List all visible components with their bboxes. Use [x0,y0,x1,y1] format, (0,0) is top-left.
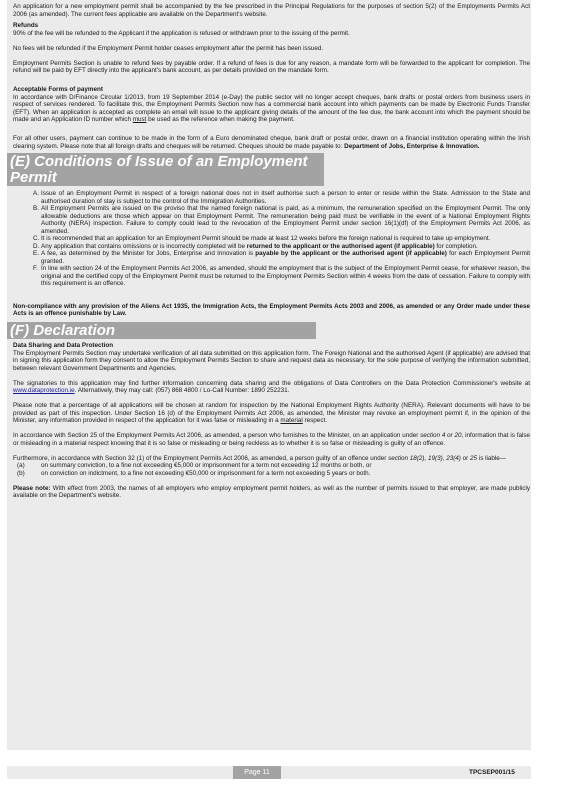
declaration-paragraph-4 [13,432,530,447]
p3-material: material [280,417,303,424]
declaration-paragraph-3 [13,402,530,425]
item-text-b: for completion. [434,242,478,250]
item-letter: B. [33,205,39,212]
p3-text-a: Please note that a percentage of all applications will be chosen at random for inspection by the National Employment Rights Authority (NERA). Relevant documents will have to be provided as part of this inspection. Under Section 16 (d) of the Employment Permits Act 2006, as amended, the Minister may revoke an employment permit if, in the opinion of the Minister, any information provided in respect of the application for it was false or misleading in a [13,402,530,424]
item-letter: A. [33,190,39,197]
list-item [13,205,530,235]
p5-italic-1: section 18(2), 19(3), 23(4) [388,454,461,462]
section-e-banner: (E) Conditions of Issue of an Employment Permit [7,153,324,186]
item-text-bold: returned to the applicant or the authorised agent (if applicable) [246,242,435,250]
page-number: Page 11 [233,766,281,779]
item-letter: C. [33,235,40,242]
payment-p2-text: For all other users, payment can continue to be made in the form of a Euro denominated cheque, bank draft or postal order, drawn on a financial institution operating within the Irish clearing system. Please note that all foreign drafts and cheques will be returned. Cheques should be made payable to: [13,135,530,150]
item-text-a: A fee, as determined by the Minister for Jobs, Enterprise and Innovation is [41,250,256,257]
declaration-paragraph-2 [13,380,530,395]
list-item [13,462,530,470]
penalty-text: on conviction on indictment, to a fine not exceeding €50,000 or imprisonment for a term not exceeding 5 years or both. [41,469,371,477]
penalty-text: on summary conviction, to a fine not exceeding €5,000 or imprisonment for a term not exceeding 12 months or both, or [41,462,372,469]
list-item [13,190,530,205]
list-item [13,243,530,251]
refunds-paragraph-2: No fees will be refunded if the Employment Permit holder ceases employment after the permit has been issued. [13,44,324,52]
item-text-a: Any application that contains omissions or is incorrectly completed will be [41,242,247,250]
p2-text-a: The signatories to this application may find further information concerning data sharing and the obligations of Data Controllers on the Data Protection Commissioner's website at [13,379,530,387]
refunds-heading: Refunds [13,22,39,29]
payment-payee: Department of Jobs, Enterprise & Innovation. [344,142,480,150]
payment-paragraph-2 [13,135,530,150]
note-label: Please note: [13,484,51,492]
item-letter: D. [33,242,40,250]
item-text: It is recommended that an application for an Employment Permit should be made at least 12 weeks before the foreign national is required to take up employment. [41,235,491,242]
declaration-paragraph-5 [13,455,530,463]
conditions-list [13,190,530,288]
penalty-letter: (b) [17,469,25,477]
dataprotection-link[interactable]: www.dataprotection.ie [13,387,75,394]
penalty-letter: (a) [17,462,25,469]
item-text: Issue of an Employment Permit in respect of a foreign national does not in itself authorise such a person to enter or reside within the State. Admission to the State and authorised duration of stay is subject to the control of the Immigration Authorities. [41,190,530,205]
p4-text-b: , information that is false or misleading in a material respect knowing that it is so false or misleading or being reckless as to whether it is so false or misleading is guilty of an offence. [13,432,530,447]
page-footer [7,766,531,779]
fees-intro: An application for a new employment permit shall be accompanied by the fee prescribed in the Principal Regulations for the purposes of section 5(2) of the Employments Permits Act 2006 (as amended). The current fees applicable are available on the Department's website. [13,3,530,18]
list-item [13,235,530,243]
note-text: With effect from 2003, the names of all employers who employ employment permit holders, as well as the number of permits issued to that employer, are made publicly available on the Department's website. [13,484,530,499]
p3-text-b: respect. [302,417,327,424]
payment-p1-must: must [132,116,147,123]
item-text [41,250,530,265]
refunds-paragraph-1: 90% of the fee will be refunded to the Applicant if the application is refused or withdrawn prior to the issuing of the permit. [13,29,350,37]
p4-text-a: In accordance with Section 25 of the Employment Permits Act 2006, as amended, a person who furnishes to the Minister, on an application under [13,432,421,439]
item-text: In line with section 24 of the Employment Permits Act 2006, as amended, should the employment that is the subject of the Employment Permit cease, for whatever reason, the original and the certified copy of the Employment Permit must be returned to the Employment Permits Section within 4 weeks from the date of cessation. Failure to comply with this requirement is an offence. [41,265,530,287]
p5-text-a: Furthermore, in accordance with Section 32 (1) of the Employment Permits Act 2006, as amended, a person guilty of an offence under [13,454,389,462]
form-code: TPCSEP001/15 [469,769,515,776]
p5-text-b: is liable— [477,454,507,462]
publication-note [13,485,530,500]
item-letter: F. [33,265,38,272]
payment-p1-text-b: be used as the reference when making the payment. [146,116,295,123]
item-text-b: for each Employment Permit granted. [41,250,530,265]
p4-italic: section 4 or 20 [420,432,462,439]
payment-heading: Acceptable Forms of payment [13,86,103,93]
list-item [13,470,530,478]
p5-italic-2: 25 [470,454,478,462]
item-text-bold: payable by the applicant or the authorised agent (if applicable) [255,250,447,257]
list-item [13,265,530,288]
list-item [13,250,530,265]
data-sharing-heading: Data Sharing and Data Protection [13,342,114,349]
declaration-paragraph-1: The Employment Permits Section may undertake verification of all data submitted on this application form. The Foreign National and the authorised Agent (if applicable) are advised that in signing this application form they consent to allow the Employment Permits Section to share and request data as necessary, for the sole purpose of verifying the information submitted, between relevant Government Departments and Agencies. [13,349,530,372]
content-column [10,0,530,500]
payment-paragraph-1 [13,94,530,124]
item-text [41,243,530,251]
item-letter: E. [33,250,39,257]
refunds-paragraph-3: Employment Permits Section is unable to refund fees by payable order. If a refund of fees is due for any reason, a mandate form will be forwarded to the applicant for completion. The refund will be paid by EFT directly into the applicant's bank account, as per details provided on the mandate form. [13,59,530,74]
p2-text-b: . Alternatively, they may call: (057) 868 4800 / Lo-Call Number: 1890 252231. [74,387,290,394]
item-text: All Employment Permits are issued on the proviso that the named foreign national is paid, as a minimum, the remuneration specified on the Employment Permit. The only allowable deductions are those which appear on that Employment Permit. The remuneration being paid must be verifiable in the event of a National Employment Rights Authority (NERA) inspection. Failure to comply could lead to the revocation of the Employment Permit under section 16(1)(df) of the Employment Permits Act 2006, as amended. [41,205,530,235]
payment-p1-text-a: In accordance with D/Finance Circular 1/2013, from 19 September 2014 (e-Day) the public sector will no longer accept cheques, bank drafts or postal orders from business users in respect of services rendered. To facilitate this, the Employment Permits Section now has a commercial bank account into which payments can be made by Electronic Funds Transfer (EFT). When an application is accepted as complete an email will issue to the applicant giving details of the amount of the fee due, the bank account into which the payment should be made and an Application ID number which [13,93,530,123]
noncompliance-notice: Non-compliance with any provision of the Aliens Act 1935, the Immigration Acts, the Employment Permits Acts 2003 and 2006, as amended or any Order made under these Acts is an offence punishable by Law. [13,302,530,317]
section-f-banner: (F) Declaration [7,322,316,340]
p5-or: or [460,454,471,462]
